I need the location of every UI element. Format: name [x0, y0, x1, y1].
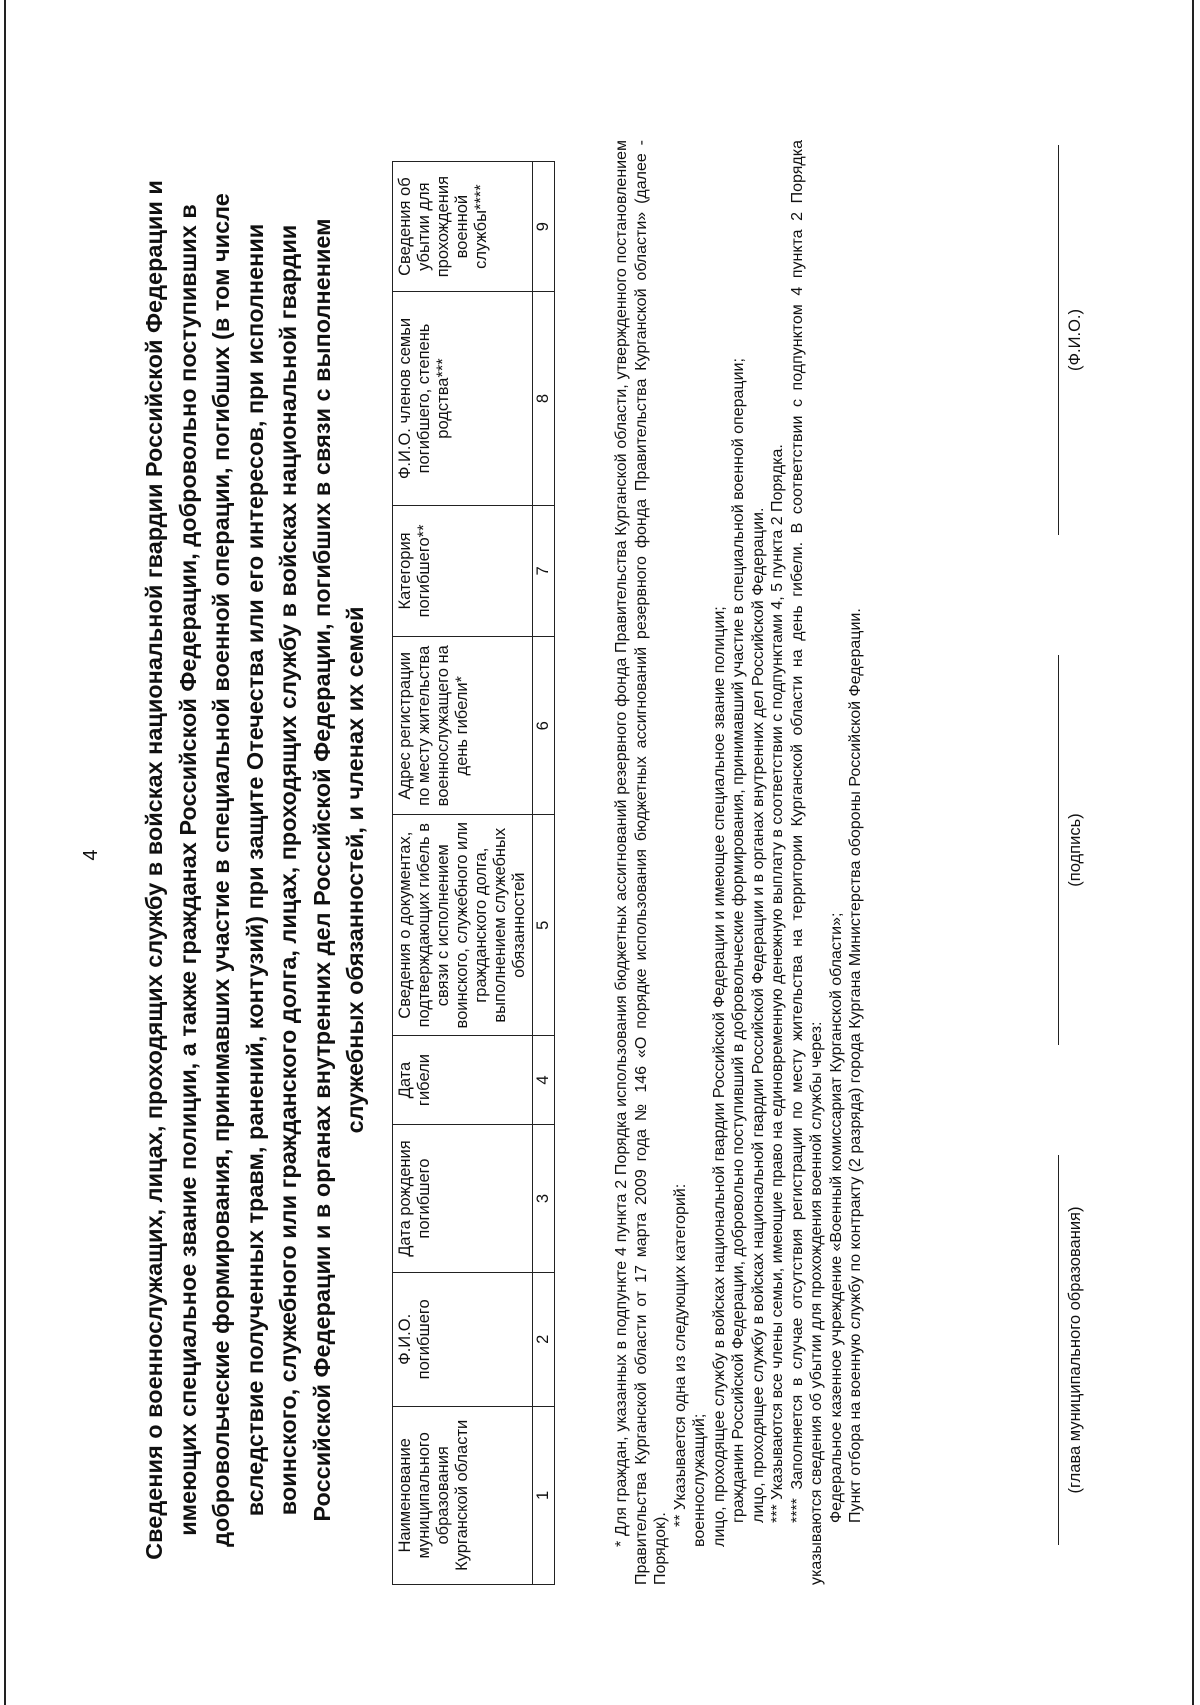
title-line: Сведения о военнослужащих, лицах, проходящих службу в войсках национальной гвардии Российской Федерации и	[141, 180, 167, 1560]
title-line: вследствие полученных травм, ранений, контузий) при защите Отечества или его интересов, при исполнении	[241, 223, 268, 1517]
scan-edge-top	[4, 0, 6, 1705]
footnote-2-category: гражданин Российской Федерации, добровольно поступивший в добровольческие формирования, принимавший участие в специальной военной операции;	[730, 358, 747, 1523]
column-number: 2	[533, 1272, 555, 1406]
footnote-3: *** Указываются все члены семьи, имеющие право на единовременную денежную выплату в соответствии с подпунктами 4, 5 пункта 2 Порядка.	[769, 444, 786, 1523]
page-number: 4	[80, 849, 102, 861]
footnote-2-category: лицо, проходящее службу в войсках национальной гвардии Российской Федерации и в органах внутренних дел Российской Федерации.	[749, 507, 767, 1523]
footnotes	[612, 140, 866, 1585]
footnote-4: **** Заполняется в случае отсутствия регистрации по месту жительства на территории Курганской области на день гибели. В соответствии с подпунктом 4 пункта 2 Порядка указываются сведения об убытии для прохождения военной службы через:	[788, 140, 825, 1585]
signature-label-name: (Ф.И.О.)	[1066, 309, 1084, 371]
table-header-cell: Ф.И.О. погибшего	[393, 1272, 533, 1406]
signature-label-sign: (подпись)	[1066, 813, 1084, 887]
signature-line-sign	[1058, 655, 1059, 1045]
table-header-cell: Дата гибели	[393, 1035, 533, 1124]
register-table	[392, 161, 555, 1585]
footnote-4-item: Пункт отбора на военную службу по контракту (2 разряда) города Кургана Министерства обороны Российской Федерации.	[847, 608, 864, 1523]
title-line: Российской Федерации и в органах внутренних дел Российской Федерации, погибших в связи с выполнением	[308, 218, 335, 1522]
column-number: 5	[533, 815, 555, 1036]
column-number: 6	[533, 637, 555, 815]
footnote-4-item: Федеральное казенное учреждение «Военный комиссариат Курганской области»;	[827, 912, 845, 1523]
column-number: 3	[533, 1125, 555, 1273]
signature-block	[1040, 125, 1110, 1545]
scan-edge-bottom	[1192, 0, 1194, 1705]
signature-label-head: (глава муниципального образования)	[1066, 1206, 1084, 1494]
title-line: добровольческие формирования, принимавших участие в специальной военной операции, погибших (в том числе	[208, 193, 234, 1547]
table-header-row	[393, 162, 533, 1585]
table-header-cell: Сведения о документах, подтверждающих гибель в связи с исполнением воинского, служебного или гражданского долга, выполнением служебных обязанностей	[393, 815, 533, 1036]
table-header-cell: Адрес регистрации по месту жительства военнослужащего на день гибели*	[393, 637, 533, 815]
signature-line-head	[1058, 1155, 1059, 1545]
column-number: 1	[533, 1406, 555, 1584]
column-number: 8	[533, 292, 555, 506]
title-line: служебных обязанностей, и членах их семей	[342, 606, 368, 1134]
column-number: 9	[533, 162, 555, 292]
footnote-2-intro: ** Указывается одна из следующих категорий:	[671, 1183, 689, 1527]
table-header-cell: Категория погибшего**	[393, 505, 533, 636]
document-title	[138, 155, 373, 1585]
table-header-cell: Дата рождения погибшего	[393, 1125, 533, 1273]
title-line: имеющих специальное звание полиции, а также гражданах Российской Федерации, добровольно поступивших в	[174, 204, 201, 1536]
footnote-1: * Для граждан, указанных в подпункте 4 пункта 2 Порядка использования бюджетных ассигнований резервного фонда Правительства Курганской области, утвержденного постановлением Правительства Курганской области от 17 марта 2009 года № 146 «О порядке использования бюджетных ассигнований резервного фонда Правительства Курганской области» (далее - Порядок).	[613, 140, 669, 1585]
footnote-2-category: военнослужащий;	[691, 1413, 708, 1547]
table-header-cell: Сведения об убытии для прохождения военной службы****	[393, 162, 533, 292]
table-header-cell: Наименование муниципального образования Курганской области	[393, 1406, 533, 1584]
title-line: воинского, служебного или гражданского долга, лицах, проходящих службу в войсках национальной гвардии	[275, 224, 301, 1516]
column-number: 7	[533, 505, 555, 636]
table-header-cell: Ф.И.О. членов семьи погибшего, степень родства***	[393, 292, 533, 506]
signature-line-name	[1058, 145, 1059, 535]
table-number-row	[533, 162, 555, 1585]
footnote-2-category: лицо, проходящее службу в войсках национальной гвардии Российской Федерации и имеющее специальное звание полиции;	[710, 606, 728, 1547]
column-number: 4	[533, 1035, 555, 1124]
